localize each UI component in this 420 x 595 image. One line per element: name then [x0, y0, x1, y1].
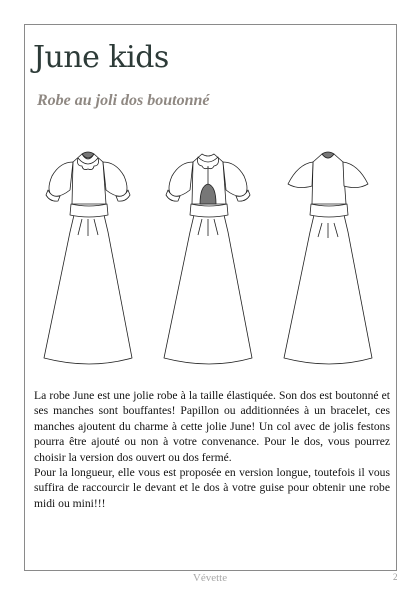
description-paragraph-2: Pour la longueur, elle vous est proposée en version longue, toutefois il vous suffira de raccourcir le devant et le dos à votre guise pour obtenir une robe midi ou mini!!! — [34, 466, 390, 510]
description-text — [34, 388, 390, 511]
page-subtitle: Robe au joli dos boutonné — [37, 92, 210, 109]
brand-footer: Vévette — [192, 572, 228, 584]
page-number: 2 — [393, 572, 398, 582]
description-paragraph-1: La robe June est une jolie robe à la taille élastiquée. Son dos est boutonné et ses manches sont bouffantes! Papillon ou additionnées à un bracelet, ces manches ajoutent du charme à cette jolie June! Un col avec de jolis festons pourra être ajouté ou non à votre convenance. Pour le dos, vous pourrez choisir la version dos ouvert ou dos fermé. — [34, 389, 390, 464]
dress-sketches — [30, 140, 390, 376]
dress-front-illustration — [44, 152, 132, 364]
page-title: June kids — [33, 40, 169, 75]
dress-back-closed-illustration — [284, 152, 372, 364]
dress-back-open-illustration — [164, 154, 252, 364]
